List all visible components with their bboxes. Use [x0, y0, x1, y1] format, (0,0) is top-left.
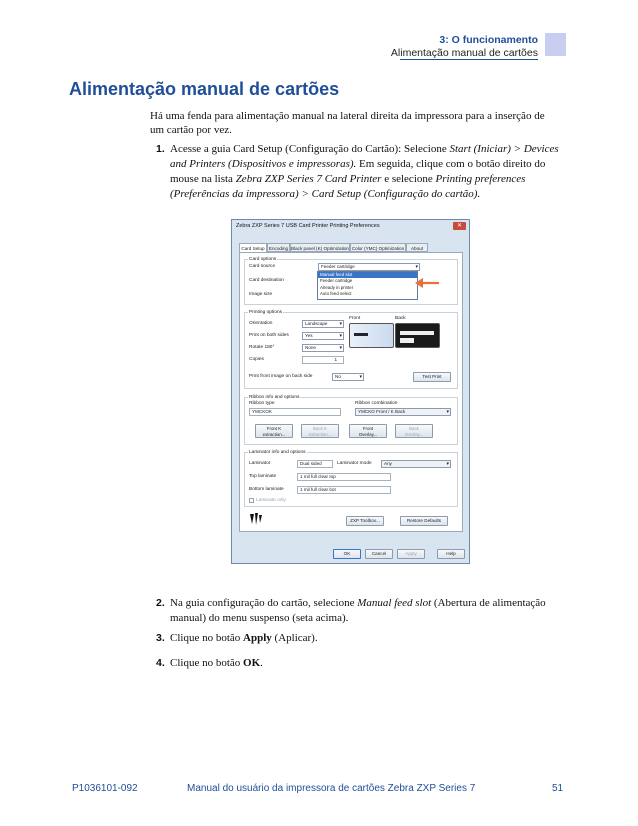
help-button[interactable]: Help	[437, 549, 465, 559]
back-card-preview	[395, 323, 440, 348]
ribbon-type-label: Ribbon type	[249, 401, 275, 406]
ribbon-type-field: YMCKOK	[249, 408, 341, 416]
group-title: Laminator info and options	[249, 450, 306, 455]
header-rule	[400, 59, 538, 60]
copies-label: Copies	[249, 357, 264, 362]
printing-options-group	[244, 312, 458, 389]
bottom-laminate-label: Bottom laminate	[249, 487, 284, 492]
group-title: Printing options	[249, 310, 283, 315]
printing-preferences-dialog	[231, 219, 470, 564]
laminate-only-checkbox[interactable]	[249, 498, 254, 503]
tab-about[interactable]: About	[406, 243, 428, 252]
zebra-logo	[248, 511, 264, 527]
tab-card-setup[interactable]: Card Setup	[239, 243, 267, 253]
tab-color-optimization[interactable]: Color (YMC) Optimization	[350, 243, 406, 252]
step-number: 1.	[156, 143, 165, 155]
test-print-button[interactable]: Test Print	[413, 372, 451, 382]
close-icon[interactable]: ✕	[453, 222, 466, 230]
option-already-in-printer[interactable]: Already in printer	[320, 284, 354, 290]
laminator-label: Laminator	[249, 461, 271, 466]
step-number: 3.	[156, 632, 165, 644]
top-laminate-field: 1 mil full clear top	[297, 473, 391, 481]
tab-encoding[interactable]: Encoding	[267, 243, 290, 252]
step-number: 4.	[156, 657, 165, 669]
step-text: Clique no botão Apply (Aplicar).	[170, 632, 318, 644]
step-text: Acesse a guia Card Setup (Configuração do Cartão): Selecione Start (Iniciar) > Devices and Printers (Dispositivos e impressoras). Em seguida, clique com o botão direito do mouse na lista Zebra ZXP Series 7 Card Printer e selecione Printing preferences (Preferências da impressora) > Card Setup (Configuração do cartão).	[170, 143, 559, 200]
option-auto-feed-select[interactable]: Auto feed select	[320, 291, 352, 297]
chapter-heading: 3: O funcionamento	[439, 34, 538, 46]
intro-paragraph: Há uma fenda para alimentação manual na lateral direita da impressora para a inserção de um cartão por vez.	[150, 110, 545, 136]
orientation-label: Orientation	[249, 321, 273, 326]
page-title: Alimentação manual de cartões	[69, 79, 340, 99]
footer-manual-title: Manual do usuário da impressora de cartões Zebra ZXP Series 7	[187, 783, 476, 794]
top-laminate-label: Top laminate	[249, 474, 277, 479]
card-destination-label: Card destination	[249, 278, 284, 283]
section-heading: Alimentação manual de cartões	[390, 47, 538, 59]
card-source-select[interactable]: Feeder cartridge ▾	[318, 263, 420, 271]
ribbon-combination-label: Ribbon combination	[355, 401, 398, 406]
rotate-select[interactable]: None ▾	[302, 344, 344, 352]
print-both-sides-label: Print on both sides	[249, 333, 289, 338]
print-front-on-back-label: Print front image on back side	[249, 374, 313, 379]
cancel-button[interactable]: Cancel	[365, 549, 393, 559]
laminator-group	[244, 452, 458, 507]
step-text: Clique no botão OK.	[170, 657, 263, 669]
back-k-extraction-button[interactable]: Back K extraction...	[301, 424, 339, 438]
front-k-extraction-button[interactable]: Front K extraction...	[255, 424, 293, 438]
footer-doc-number: P1036101-092	[72, 783, 138, 794]
header-tab-marker	[545, 33, 566, 56]
option-manual-feed-slot[interactable]: Manual feed slot	[318, 272, 417, 278]
front-card-preview	[349, 323, 394, 348]
group-title: Card options	[249, 257, 277, 262]
group-title: Ribbon info and options	[249, 395, 300, 400]
step-number: 2.	[156, 597, 165, 609]
laminator-field: Dual sided	[297, 460, 333, 468]
ok-button[interactable]: OK	[333, 549, 361, 559]
copies-stepper[interactable]: 1	[302, 356, 344, 364]
ribbon-combination-select[interactable]: YMCKO Front / K Back ▾	[355, 408, 451, 416]
zxp-toolbox-button[interactable]: ZXP Toolbox...	[346, 516, 384, 526]
front-label: Front	[349, 316, 361, 321]
print-both-sides-select[interactable]: Yes ▾	[302, 332, 344, 340]
back-overlay-button[interactable]: Back Overlay...	[395, 424, 433, 438]
step-text: Na guia configuração do cartão, selecione Manual feed slot (Abertura de alimentação manual) do menu suspenso (seta acima).	[170, 597, 546, 624]
dialog-title: Zebra ZXP Series 7 USB Card Printer Printing Preferences	[236, 223, 380, 229]
card-source-dropdown-list	[317, 271, 418, 300]
print-front-on-back-select[interactable]: No ▾	[332, 373, 364, 381]
orientation-select[interactable]: Landscape ▾	[302, 320, 344, 328]
footer-page-number: 51	[552, 783, 564, 794]
laminator-mode-label: Laminator mode	[337, 461, 372, 466]
tab-black-panel-optimization[interactable]: Black panel (K) Optimization	[290, 243, 350, 252]
image-size-label: Image size	[249, 292, 273, 297]
laminate-only-label: Laminate only	[256, 498, 286, 503]
apply-button[interactable]: Apply	[397, 549, 425, 559]
laminator-mode-select[interactable]: Any ▾	[381, 460, 451, 468]
bottom-laminate-field: 1 mil full clear bot	[297, 486, 391, 494]
card-source-label: Card source	[249, 264, 276, 269]
front-overlay-button[interactable]: Front Overlay...	[349, 424, 387, 438]
ribbon-group	[244, 397, 458, 445]
arrow-left-icon	[414, 276, 440, 290]
rotate-label: Rotate 180°	[249, 345, 275, 350]
card-setup-panel	[239, 252, 463, 532]
option-feeder-cartridge[interactable]: Feeder cartridge	[320, 278, 353, 284]
restore-defaults-button[interactable]: Restore Defaults	[400, 516, 448, 526]
back-label: Back	[395, 316, 406, 321]
